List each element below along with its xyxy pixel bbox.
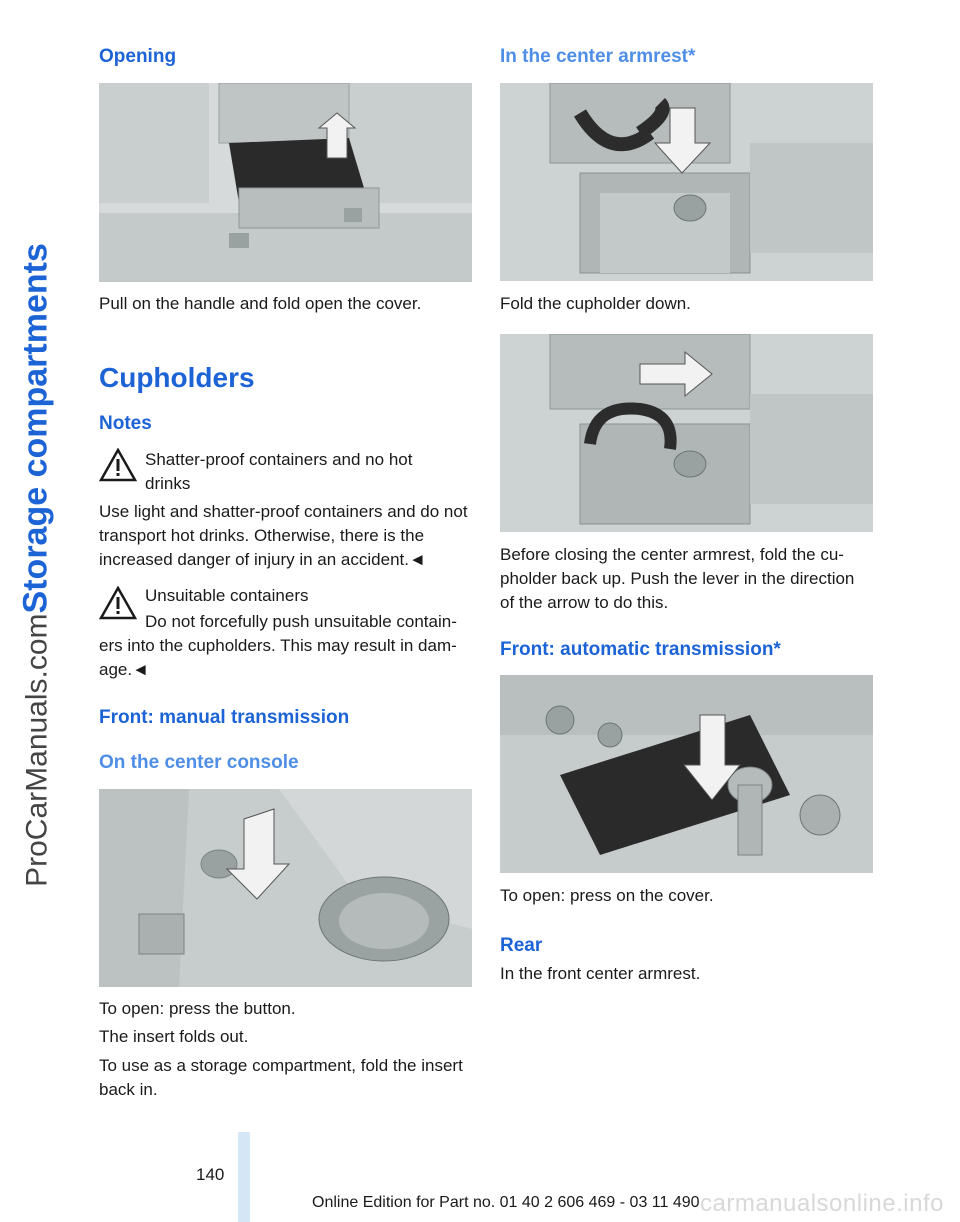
manual-transmission-heading: Front: manual transmission — [99, 707, 350, 728]
opening-heading: Opening — [99, 46, 177, 67]
figure-rear-armrest-opening — [99, 83, 472, 282]
sidebar-chapter-title: Storage compartments — [16, 243, 55, 614]
footer-edition-text: Online Edition for Part no. 01 40 2 606 469 - 03 11 490 — [312, 1194, 700, 1211]
warning2-text: Do not forcefully push unsuitable contain-ers into the cupholders. This may result in dam-age.◄ — [99, 612, 457, 679]
warning1-title: Shatter-proof containers and no hot drinks — [145, 450, 413, 493]
footer-accent-bar — [238, 1132, 250, 1222]
figure-cupholder-fold-down — [500, 83, 873, 281]
figure-automatic-console — [500, 675, 873, 873]
warning2-title: Unsuitable containers — [145, 586, 309, 605]
notes-heading: Notes — [99, 413, 152, 434]
auto-caption: To open: press on the cover. — [500, 886, 714, 905]
page-number: 140 — [196, 1165, 225, 1184]
center-armrest-heading: In the center armrest* — [500, 46, 696, 67]
watermark: carmanualsonline.info — [700, 1190, 944, 1217]
automatic-console-illustration — [500, 675, 873, 873]
sidebar-site-name: ProCarManuals.com — [20, 613, 54, 887]
cupholder-fold-up-illustration — [500, 334, 873, 532]
cupholders-heading: Cupholders — [99, 362, 255, 393]
rear-heading: Rear — [500, 935, 543, 956]
armrest-caption-2: Before closing the center armrest, fold the cu-pholder back up. Push the lever in the direction of the arrow to do this. — [500, 545, 855, 612]
armrest-caption-1: Fold the cupholder down. — [500, 294, 691, 313]
warning-triangle-icon — [99, 448, 137, 482]
console-caption-1: To open: press the button. — [99, 999, 296, 1018]
rear-armrest-illustration — [99, 83, 472, 282]
console-caption-2: The insert folds out. — [99, 1027, 249, 1046]
center-console-illustration — [99, 789, 472, 987]
automatic-transmission-heading: Front: automatic transmission* — [500, 639, 781, 660]
chapter-sidebar — [6, 40, 66, 1090]
warning1-text: Use light and shatter-proof containers and do not transport hot drinks. Otherwise, there is the increased danger of injury in an accident.◄ — [99, 502, 468, 569]
center-console-heading: On the center console — [99, 752, 299, 773]
figure-center-console — [99, 789, 472, 987]
figure-cupholder-fold-up — [500, 334, 873, 532]
console-caption-3: To use as a storage compartment, fold the insert back in. — [99, 1056, 463, 1099]
opening-caption: Pull on the handle and fold open the cover. — [99, 294, 422, 313]
cupholder-fold-down-illustration — [500, 83, 873, 281]
rear-caption: In the front center armrest. — [500, 964, 701, 983]
